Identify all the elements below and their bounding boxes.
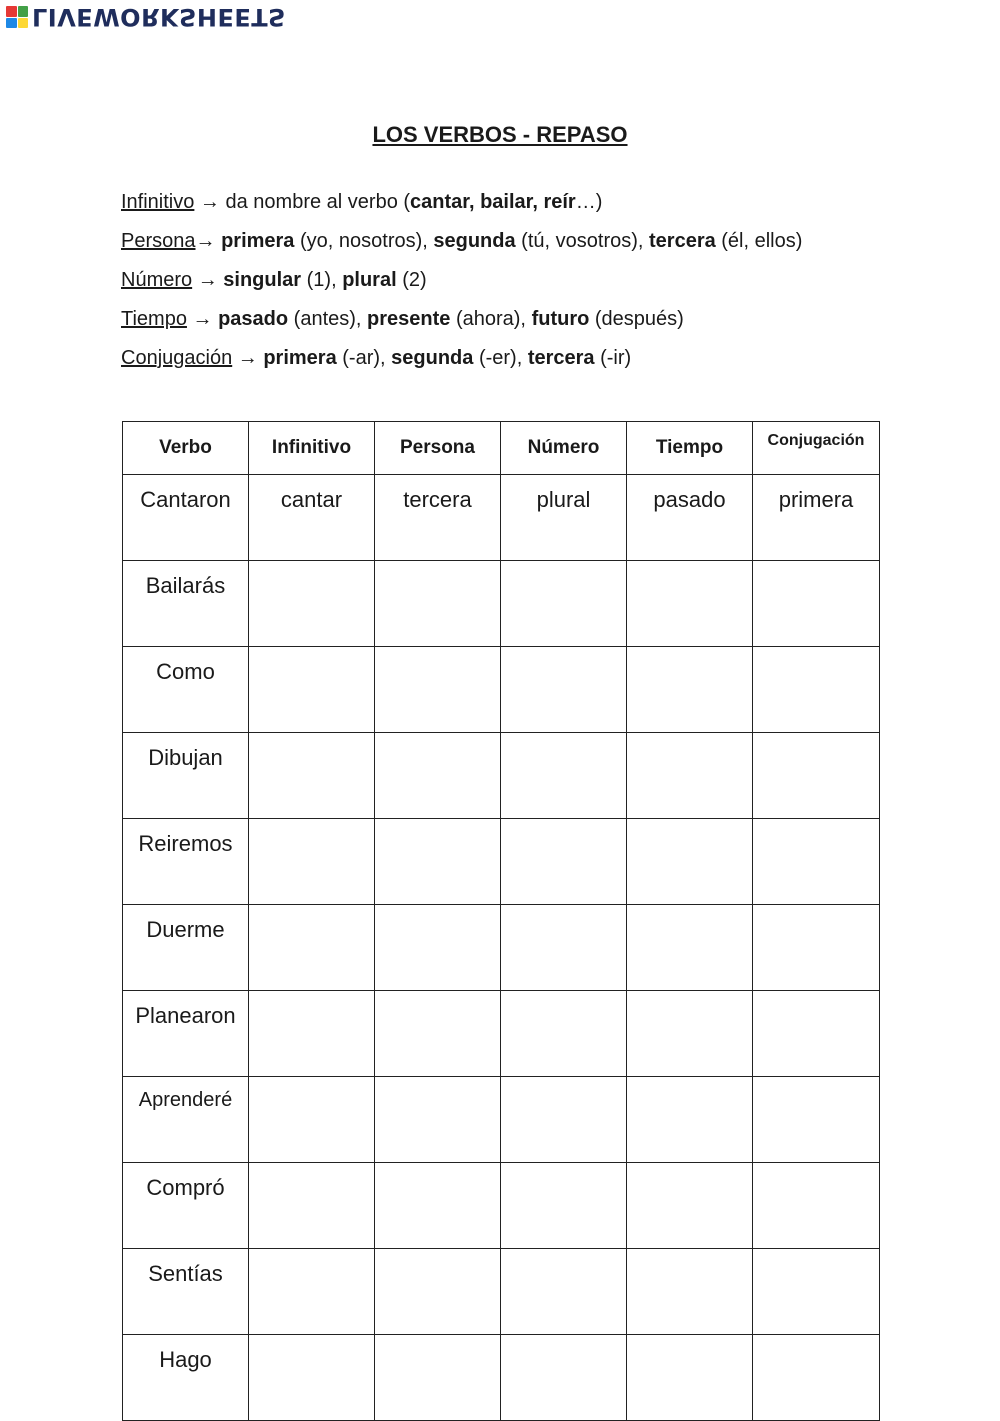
- table-row: [123, 905, 880, 991]
- definition-text: (él, ellos): [715, 230, 803, 252]
- definition-keyword: primera: [263, 347, 337, 369]
- definition-keyword: cantar, bailar, reír: [410, 191, 576, 213]
- column-header: Tiempo: [627, 422, 753, 475]
- definition-text: →: [192, 269, 224, 291]
- answer-cell[interactable]: [501, 819, 627, 905]
- definition-term: Infinitivo: [121, 191, 195, 213]
- definition-term: Tiempo: [121, 308, 187, 330]
- definitions-list: [121, 183, 802, 378]
- answer-cell[interactable]: [753, 1077, 880, 1163]
- answer-cell[interactable]: [249, 733, 375, 819]
- answer-cell[interactable]: [375, 819, 501, 905]
- definition-line: [121, 300, 802, 339]
- answer-cell[interactable]: [375, 1335, 501, 1421]
- definition-text: (-er),: [473, 347, 528, 369]
- logo-square-blue: [6, 18, 17, 29]
- answer-cell[interactable]: [753, 647, 880, 733]
- answer-cell[interactable]: [375, 991, 501, 1077]
- definition-keyword: presente: [367, 308, 451, 330]
- definition-line: [121, 183, 802, 222]
- answer-cell[interactable]: [375, 905, 501, 991]
- verb-cell: Aprenderé: [123, 1077, 249, 1163]
- definition-text: →: [195, 230, 222, 252]
- answer-cell[interactable]: [249, 561, 375, 647]
- verb-cell: Hago: [123, 1335, 249, 1421]
- verb-cell: Sentías: [123, 1249, 249, 1335]
- definition-keyword: futuro: [531, 308, 590, 330]
- answer-cell[interactable]: [249, 819, 375, 905]
- answer-cell[interactable]: [627, 733, 753, 819]
- definition-text: …): [575, 191, 603, 213]
- answer-cell[interactable]: [375, 733, 501, 819]
- definition-line: [121, 339, 802, 378]
- definition-keyword: plural: [342, 269, 397, 291]
- answer-cell[interactable]: [627, 1249, 753, 1335]
- answer-cell[interactable]: [501, 1163, 627, 1249]
- definition-keyword: pasado: [218, 308, 289, 330]
- definition-text: → da nombre al verbo (: [194, 191, 411, 213]
- answer-cell[interactable]: [627, 1335, 753, 1421]
- answer-cell[interactable]: [501, 905, 627, 991]
- verb-cell: Compró: [123, 1163, 249, 1249]
- answer-cell[interactable]: [627, 1077, 753, 1163]
- answer-cell[interactable]: [249, 1249, 375, 1335]
- brand-header: [6, 4, 286, 30]
- answer-cell[interactable]: [375, 647, 501, 733]
- table-header-row: [123, 422, 880, 475]
- answer-cell[interactable]: [501, 1335, 627, 1421]
- definition-text: (-ir): [594, 347, 632, 369]
- answer-cell[interactable]: [375, 561, 501, 647]
- answer-cell[interactable]: [501, 991, 627, 1077]
- definition-text: →: [186, 308, 219, 330]
- verb-cell: Planearon: [123, 991, 249, 1077]
- page-title: LOS VERBOS - REPASO: [372, 122, 628, 147]
- answer-cell[interactable]: primera: [753, 475, 880, 561]
- answer-cell[interactable]: [375, 1077, 501, 1163]
- answer-cell[interactable]: [375, 1249, 501, 1335]
- answer-cell[interactable]: [753, 1163, 880, 1249]
- definition-keyword: segunda: [391, 347, 474, 369]
- answer-cell[interactable]: [501, 1077, 627, 1163]
- answer-cell[interactable]: [375, 1163, 501, 1249]
- answer-cell[interactable]: [627, 991, 753, 1077]
- verb-cell: Duerme: [123, 905, 249, 991]
- verb-cell: Reiremos: [123, 819, 249, 905]
- definition-line: [121, 261, 802, 300]
- answer-cell[interactable]: [249, 991, 375, 1077]
- table-row: [123, 647, 880, 733]
- table-row: [123, 561, 880, 647]
- answer-cell[interactable]: [627, 905, 753, 991]
- table-row: [123, 1077, 880, 1163]
- answer-cell[interactable]: [249, 1077, 375, 1163]
- definition-text: (después): [589, 308, 684, 330]
- definition-term: Número: [121, 269, 193, 291]
- table-row: [123, 1335, 880, 1421]
- answer-cell[interactable]: [753, 1249, 880, 1335]
- table-row: [123, 1249, 880, 1335]
- verb-cell: Cantaron: [123, 475, 249, 561]
- table-row: [123, 819, 880, 905]
- column-header: Conjugación: [753, 422, 880, 475]
- answer-cell[interactable]: [753, 561, 880, 647]
- definition-text: (2): [396, 269, 427, 291]
- definition-keyword: tercera: [527, 347, 595, 369]
- definition-keyword: tercera: [649, 230, 716, 252]
- answer-cell[interactable]: [501, 1249, 627, 1335]
- answer-cell[interactable]: cantar: [249, 475, 375, 561]
- answer-cell[interactable]: [753, 1335, 880, 1421]
- definition-term: Persona: [121, 230, 196, 252]
- definition-text: (yo, nosotros),: [294, 230, 434, 252]
- answer-cell[interactable]: [249, 905, 375, 991]
- definition-text: (ahora),: [450, 308, 532, 330]
- verb-cell: Como: [123, 647, 249, 733]
- answer-cell[interactable]: plural: [501, 475, 627, 561]
- logo-square-red: [6, 6, 17, 17]
- definition-line: [121, 222, 802, 261]
- definition-text: (1),: [301, 269, 343, 291]
- table-row: [123, 733, 880, 819]
- logo-square-yellow: [18, 18, 29, 29]
- column-header: Verbo: [123, 422, 249, 475]
- definition-term: Conjugación: [121, 347, 233, 369]
- answer-cell[interactable]: [627, 561, 753, 647]
- definition-text: (-ar),: [336, 347, 392, 369]
- column-header: Número: [501, 422, 627, 475]
- verb-cell: Dibujan: [123, 733, 249, 819]
- verbs-table: [122, 421, 880, 1421]
- answer-cell[interactable]: [501, 647, 627, 733]
- definition-keyword: singular: [223, 269, 302, 291]
- answer-cell[interactable]: [627, 819, 753, 905]
- answer-cell[interactable]: [249, 647, 375, 733]
- table-row: [123, 991, 880, 1077]
- answer-cell[interactable]: [501, 733, 627, 819]
- table-row: [123, 475, 880, 561]
- answer-cell[interactable]: [627, 1163, 753, 1249]
- definition-keyword: primera: [221, 230, 295, 252]
- answer-cell[interactable]: [753, 733, 880, 819]
- definition-text: (tú, vosotros),: [515, 230, 649, 252]
- answer-cell[interactable]: [753, 905, 880, 991]
- answer-cell[interactable]: [627, 647, 753, 733]
- liveworksheets-logo-icon: [6, 6, 28, 28]
- definition-text: →: [232, 347, 264, 369]
- answer-cell[interactable]: [249, 1163, 375, 1249]
- answer-cell[interactable]: [249, 1335, 375, 1421]
- answer-cell[interactable]: tercera: [375, 475, 501, 561]
- brand-name: LIVEWORKSHEETS: [32, 3, 286, 31]
- column-header: Persona: [375, 422, 501, 475]
- column-header: Infinitivo: [249, 422, 375, 475]
- answer-cell[interactable]: pasado: [627, 475, 753, 561]
- logo-square-green: [18, 6, 29, 17]
- answer-cell[interactable]: [753, 819, 880, 905]
- table-row: [123, 1163, 880, 1249]
- answer-cell[interactable]: [501, 561, 627, 647]
- definition-text: (antes),: [288, 308, 368, 330]
- definition-keyword: segunda: [433, 230, 516, 252]
- answer-cell[interactable]: [753, 991, 880, 1077]
- verb-cell: Bailarás: [123, 561, 249, 647]
- table-body: [123, 475, 880, 1421]
